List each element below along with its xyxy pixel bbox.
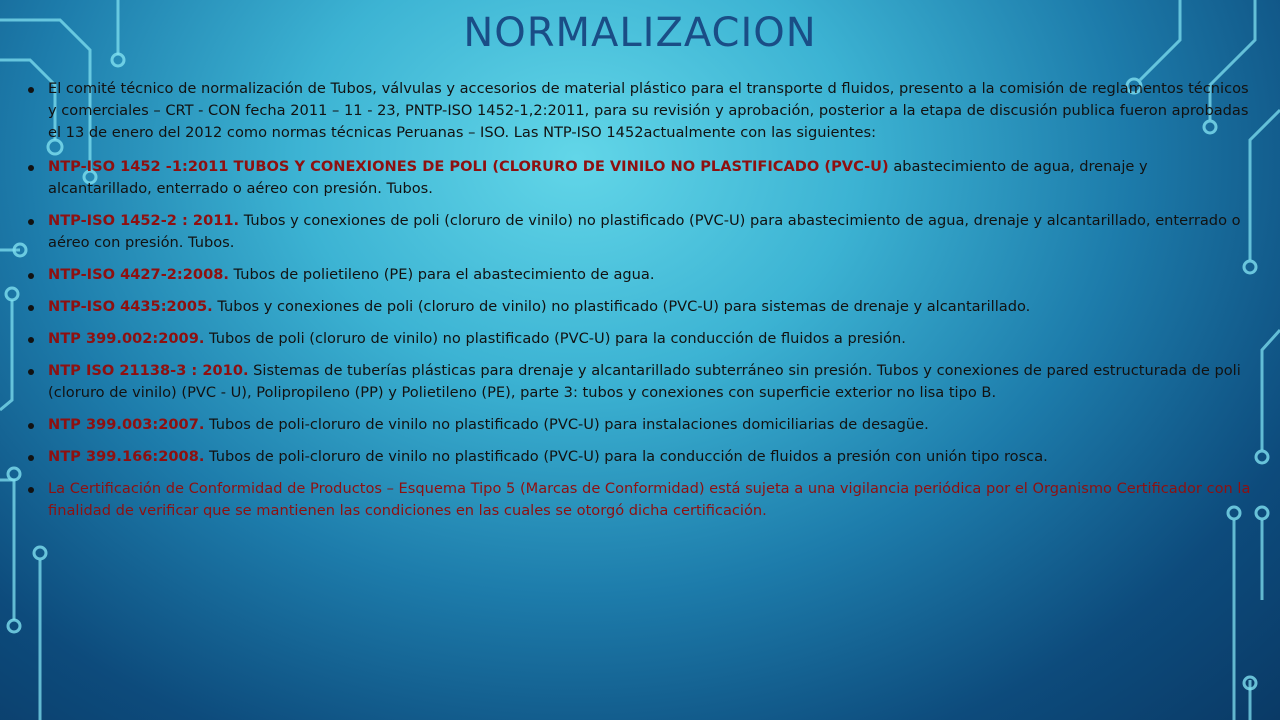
norm-code: NTP ISO 21138-3 : 2010. xyxy=(48,362,249,379)
bullet-icon xyxy=(28,87,34,93)
list-item xyxy=(26,210,1254,254)
norm-description: Tubos y conexiones de poli (cloruro de vinilo) no plastificado (PVC-U) para sistemas de drenaje y alcantarillado. xyxy=(212,298,1031,315)
norm-description: Tubos de poli-cloruro de vinilo no plastificado (PVC-U) para instalaciones domiciliarias de desagüe. xyxy=(204,416,929,433)
norm-description: abastecimiento de agua, drenaje y alcantarillado, enterrado o aéreo con presión. Tubos. xyxy=(48,158,1148,197)
norm-code: NTP 399.003:2007. xyxy=(48,416,205,433)
norm-code: NTP-ISO 1452-2 : 2011. xyxy=(48,212,240,229)
closing-text: La Certificación de Conformidad de Productos – Esquema Tipo 5 (Marcas de Conformidad) está sujeta a una vigilancia periódica por el Organismo Certificador con la finalidad de verificar que se mantienen las condiciones en las cuales se otorgó dicha certificación. xyxy=(48,480,1251,519)
norm-code: NTP 399.002:2009. xyxy=(48,330,205,347)
bullet-icon xyxy=(28,369,34,375)
bullet-icon xyxy=(28,165,34,171)
list-item xyxy=(26,156,1254,200)
norm-code: NTP-ISO 4427-2:2008. xyxy=(48,266,229,283)
norm-code: NTP 399.166:2008. xyxy=(48,448,205,465)
intro-text: El comité técnico de normalización de Tubos, válvulas y accesorios de material plástico para el transporte d fluidos, presento a la comisión de reglamentos técnicos y comerciales – CRT - CON fecha 2011 – 11 - 23, PNTP-ISO 1452-1,2:2011, para su revisión y aprobación, posterior a la etapa de discusión publica fueron aprobadas el 13 de enero del 2012 como normas técnicas Peruanas – ISO. Las NTP-ISO 1452actualmente con las siguientes: xyxy=(48,80,1249,141)
bullet-icon xyxy=(28,337,34,343)
bullet-icon xyxy=(28,455,34,461)
list-item xyxy=(26,414,1254,436)
list-item xyxy=(26,296,1254,318)
norm-description: Tubos de poli (cloruro de vinilo) no plastificado (PVC-U) para la conducción de fluidos a presión. xyxy=(204,330,906,347)
norm-description: Tubos y conexiones de poli (cloruro de vinilo) no plastificado (PVC-U) para abastecimiento de agua, drenaje y alcantarillado, enterrado o aéreo con presión. Tubos. xyxy=(48,212,1241,251)
norm-code: NTP-ISO 4435:2005. xyxy=(48,298,213,315)
norm-description: Tubos de poli-cloruro de vinilo no plastificado (PVC-U) para la conducción de fluidos a presión con unión tipo rosca. xyxy=(204,448,1048,465)
list-item-closing xyxy=(26,478,1254,522)
list-item xyxy=(26,446,1254,468)
list-item xyxy=(26,328,1254,350)
norm-code: NTP-ISO 1452 -1:2011 TUBOS Y CONEXIONES DE POLI (CLORURO DE VINILO NO PLASTIFICADO (PVC-U) xyxy=(48,158,889,175)
bullet-icon xyxy=(28,305,34,311)
bullet-list xyxy=(26,74,1254,530)
bullet-icon xyxy=(28,423,34,429)
bullet-icon xyxy=(28,219,34,225)
bullet-icon xyxy=(28,487,34,493)
list-item-intro xyxy=(26,78,1254,144)
bullet-icon xyxy=(28,273,34,279)
norm-description: Tubos de polietileno (PE) para el abastecimiento de agua. xyxy=(228,266,655,283)
norm-description: Sistemas de tuberías plásticas para drenaje y alcantarillado subterráneo sin presión. Tubos y conexiones de pared estructurada de poli (cloruro de vinilo) (PVC - U), Polipropileno (PP) y Polietileno (PE), parte 3: tubos y conexiones con superficie exterior no lisa tipo B. xyxy=(48,362,1241,401)
list-item xyxy=(26,264,1254,286)
slide-title: NORMALIZACION xyxy=(463,10,817,56)
list-item xyxy=(26,360,1254,404)
